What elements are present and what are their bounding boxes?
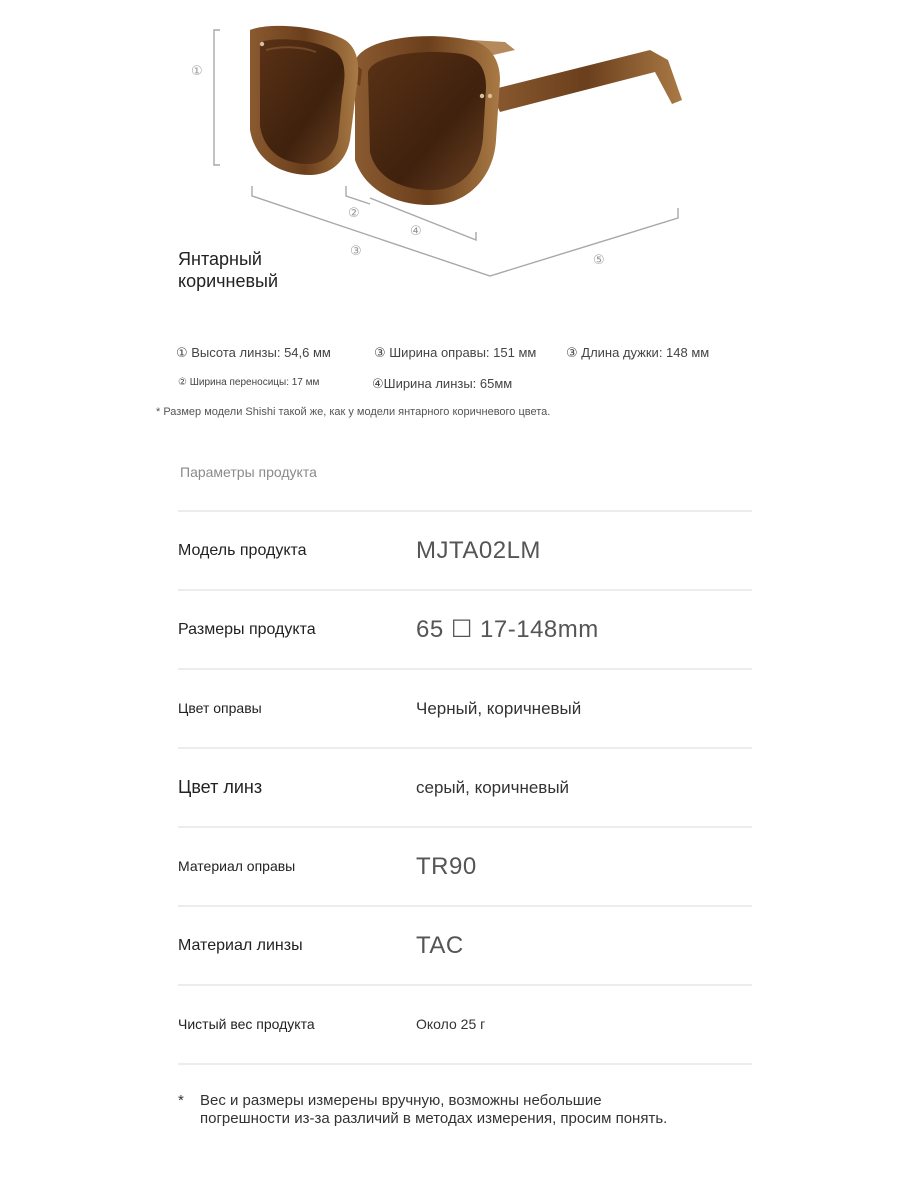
param-row-lens-color [178,747,752,826]
params-table [178,510,752,1065]
param-label: Размеры продукта [178,621,316,638]
callout-3: ③ [350,244,362,259]
param-label: Материал оправы [178,858,296,874]
param-label: Цвет линз [178,777,263,797]
footnote-text: Вес и размеры измерены вручную, возможны небольшие погрешности из-за различий в методах измерения, просим понять. [200,1092,668,1127]
variant-line-2: коричневый [178,271,279,291]
param-value: 65 ☐ 17-148mm [416,616,599,643]
param-row-weight [178,984,752,1065]
product-hero [0,0,900,300]
param-value: TR90 [416,853,477,880]
callout-1: ① [191,64,203,79]
callout-5: ⑤ [593,253,605,268]
param-label: Материал линзы [178,937,303,954]
callout-4: ④ [410,224,422,239]
dim-frame-width: ③ Ширина оправы: 151 мм [374,345,537,360]
param-value: Черный, коричневый [416,699,582,718]
dim-lens-width: ④Ширина линзы: 65мм [372,376,513,391]
dim-bridge-width: ② Ширина переносицы: 17 мм [178,377,320,388]
callout-2: ② [348,206,360,221]
size-note: * Размер модели Shishi такой же, как у модели янтарного коричневого цвета. [156,406,551,418]
section-title: Параметры продукта [180,464,317,480]
variant-line-1: Янтарный [178,249,262,269]
param-label: Модель продукта [178,542,307,559]
dim-temple-length: ③ Длина дужки: 148 мм [566,345,710,360]
param-value: Около 25 г [416,1016,486,1032]
sunglasses-illustration [0,0,900,300]
param-row-size [178,589,752,668]
color-variant-label [178,248,278,292]
dim-lens-height: ① Высота линзы: 54,6 мм [176,345,331,360]
param-row-frame-color [178,668,752,747]
param-row-frame-material [178,826,752,905]
param-row-model [178,510,752,589]
param-value: серый, коричневый [416,778,570,797]
param-row-lens-material [178,905,752,984]
param-label: Цвет оправы [178,700,262,716]
param-label: Чистый вес продукта [178,1016,315,1032]
param-value: TAC [416,932,464,959]
asterisk-icon: * [178,1092,184,1109]
param-value: MJTA02LM [416,537,541,564]
